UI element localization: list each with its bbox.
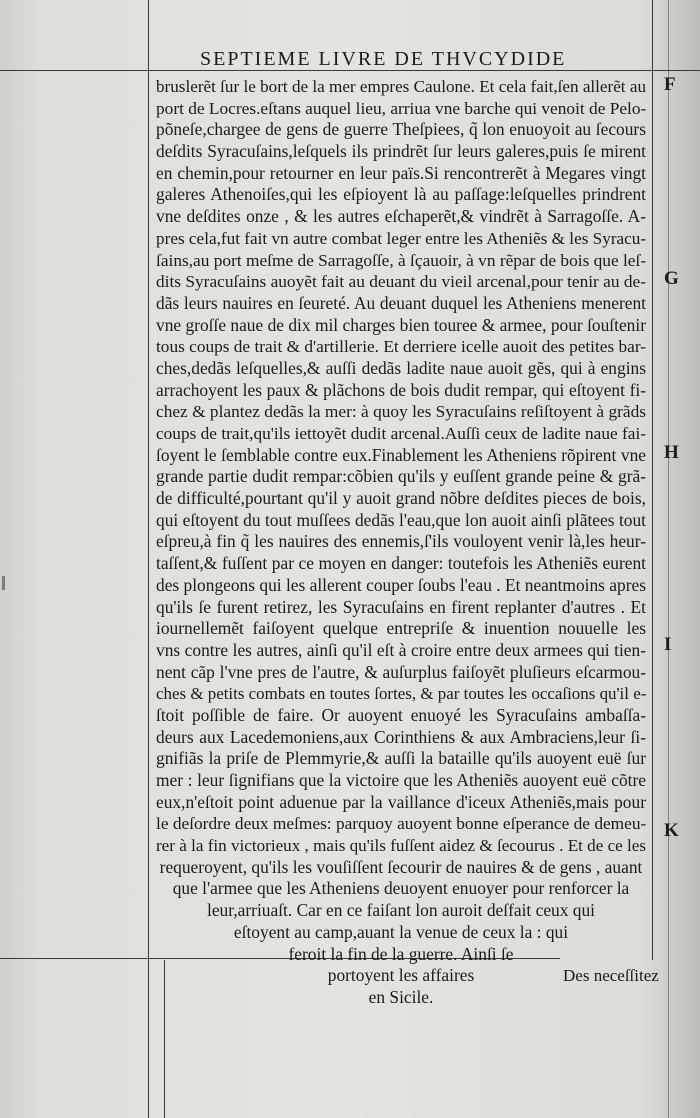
text-line: requeroyent, qu'ils les vouſiſſent ſecourir de nauires & de gens , auant — [159, 856, 643, 877]
outer-right-rule — [668, 0, 669, 1118]
text-line: deſdits Syracuſains,leſquels ils prindrẽt ſur leurs galeres,puis ſe mirent — [156, 141, 646, 162]
right-border-rule — [652, 0, 653, 960]
ink-mark — [2, 576, 5, 590]
text-line: vne groſſe naue de dix mil charges bien touree & armee, pour ſouſtenir — [156, 314, 646, 335]
text-line: feroit la fin de la guerre. Ainſi ſe — [288, 943, 514, 964]
text-line: vne deſdites onze , & les autres eſchaperẽt,& vindrẽt à Sarragoſſe. A- — [156, 206, 646, 227]
text-line: eux,n'eſtoit point aduenue par la vaillance d'iceux Atheniẽs,mais pour — [156, 791, 646, 812]
body-text — [156, 76, 646, 1009]
text-line: põneſe,chargee de gens de guerre Theſpiees, q̃ lon enuoyoit au ſecours — [156, 119, 646, 140]
text-line: mer : leur ſignifians que la victoire que les Atheniẽs auoyent euë cõtre — [156, 770, 646, 790]
text-line: pres cela,fut fait vn autre combat leger entre les Atheniẽs & les Syracu- — [156, 228, 647, 248]
margin-letter-f: F — [664, 74, 676, 95]
text-line: ches & petits combats en toutes ſortes, & par toutes les occaſions qu'il e- — [156, 684, 647, 704]
text-line: des plongeons qui les allerent couper ſoubs l'eau . Et neantmoins apres — [156, 574, 646, 595]
margin-letter-k: K — [664, 820, 679, 841]
text-line: de difficulté,pourtant qu'il y auoit grand nõbre deſdites pieces de bois, — [156, 488, 646, 509]
catchword: Des neceſſitez — [563, 966, 659, 985]
text-line: ches,dedãs leſquelles,& auſſi dedãs ladite naue auoit gẽs, qui à engins — [156, 357, 646, 378]
text-line: portoyent les affaires — [327, 965, 475, 986]
text-line: le deſordre deux meſmes: parquoy auoyent bonne eſperance de demeu- — [156, 814, 647, 834]
text-line: ſoyent le ſemblable contre eux.Finablement les Atheniens rõpirent vne — [156, 444, 646, 465]
text-line: eſpreu,à fin q̃ les nauires des ennemis,ſ'ils vouloyent venir là,les heur- — [156, 531, 646, 552]
text-line: taſſent,& fuſſent par ce moyen en danger: toutefois les Atheniẽs eurent — [156, 553, 646, 574]
text-line: grande partie dudit rempar:cõbien qu'ils y euſſent grande peine & grã- — [156, 466, 646, 487]
text-line: dits Syracuſains auoyẽt fait au deuant du vieil arcenal,pour tenir au de- — [156, 272, 646, 292]
text-line: ſtoit poſſible de faire. Or auoyent enuoyé les Syracuſains ambaſſa- — [156, 704, 646, 725]
text-line: en Sicile. — [368, 986, 434, 1007]
text-line: leur,arriuaſt. Car en ce faiſant lon auroit deſfait ceux qui — [206, 900, 595, 921]
running-head: SEPTIEME LIVRE DE THVCYDIDE — [200, 48, 567, 70]
text-line: qu'ils ſe furent retirez, les Syracuſains en firent replanter d'autres . Et — [156, 596, 646, 617]
text-line: tous coups de trait & d'artillerie. Et derriere icelle auoit des petites bar- — [156, 337, 646, 357]
text-line: port de Locres.eſtans auquel lieu, arriua vne barche qui venoit de Pelo- — [156, 98, 647, 118]
text-line: chez & plantez dedãs la mer: à quoy les Syracuſains reſiſtoyent à grãds — [156, 402, 646, 422]
text-line: nent cãp l'vne pres de l'autre, & auſurplus faiſoyẽt pluſieurs eſcarmou- — [156, 661, 646, 682]
text-line: gnifiãs la priſe de Plemmyrie,& auſſi la bataille qu'ils auoyent euë ſur — [156, 748, 646, 769]
text-line: deurs aux Lacedemoniens,aux Corinthiens & aux Ambraciens,leur ſi- — [156, 726, 646, 747]
margin-letter-i: I — [664, 634, 672, 655]
text-line: eſtoyent au camp,auant la venue de ceux la : qui — [233, 921, 569, 942]
text-line: en chemin,pour retourner en leur païs.Si rencontrerẽt à Megares vingt — [156, 162, 646, 183]
left-border-rule — [148, 0, 149, 1118]
text-line: qui eſtoyent du tout muſſees dedãs l'eau,que lon auoit ainſi plãtees tout — [156, 509, 646, 530]
margin-letter-g: G — [664, 268, 679, 289]
text-line: coups de trait,qu'ils iettoyẽt dudit arcenal.Auſſi ceux de ladite naue fai- — [156, 424, 646, 443]
text-line: bruslerẽt ſur le bort de la mer empres Caulone. Et cela fait,ſen allerẽt au — [156, 77, 646, 96]
text-line: vns contre les autres, ainſi qu'il eſt à croire entre deux armees qui tien- — [156, 639, 646, 660]
text-line: arrachoyent les paux & plãchons de bois dudit rempar, qui eſtoyent fi- — [156, 379, 646, 400]
text-line: ſains,au port meſme de Sarragoſſe, à ſçauoir, à vn rẽpar de bois que leſ- — [156, 250, 647, 270]
text-line: rer à la fin victorieux , mais qu'ils fuſſent aidez & ſecourus . Et de ce les — [156, 836, 646, 856]
text-line: que l'armee que les Atheniens deuoyent enuoyer pour renforcer la — [172, 878, 630, 899]
margin-letter-h: H — [664, 442, 679, 463]
text-line: iournellemẽt faiſoyent quelque entrepriſe & inuention nouuelle les — [156, 618, 646, 639]
text-line: dãs leurs nauires en ſeureté. Au deuant duquel les Atheniens menerent — [156, 292, 646, 313]
text-line: galeres Athenoiſes,qui les eſpioyent là au paſſage:leſquelles prindrent — [156, 184, 646, 205]
